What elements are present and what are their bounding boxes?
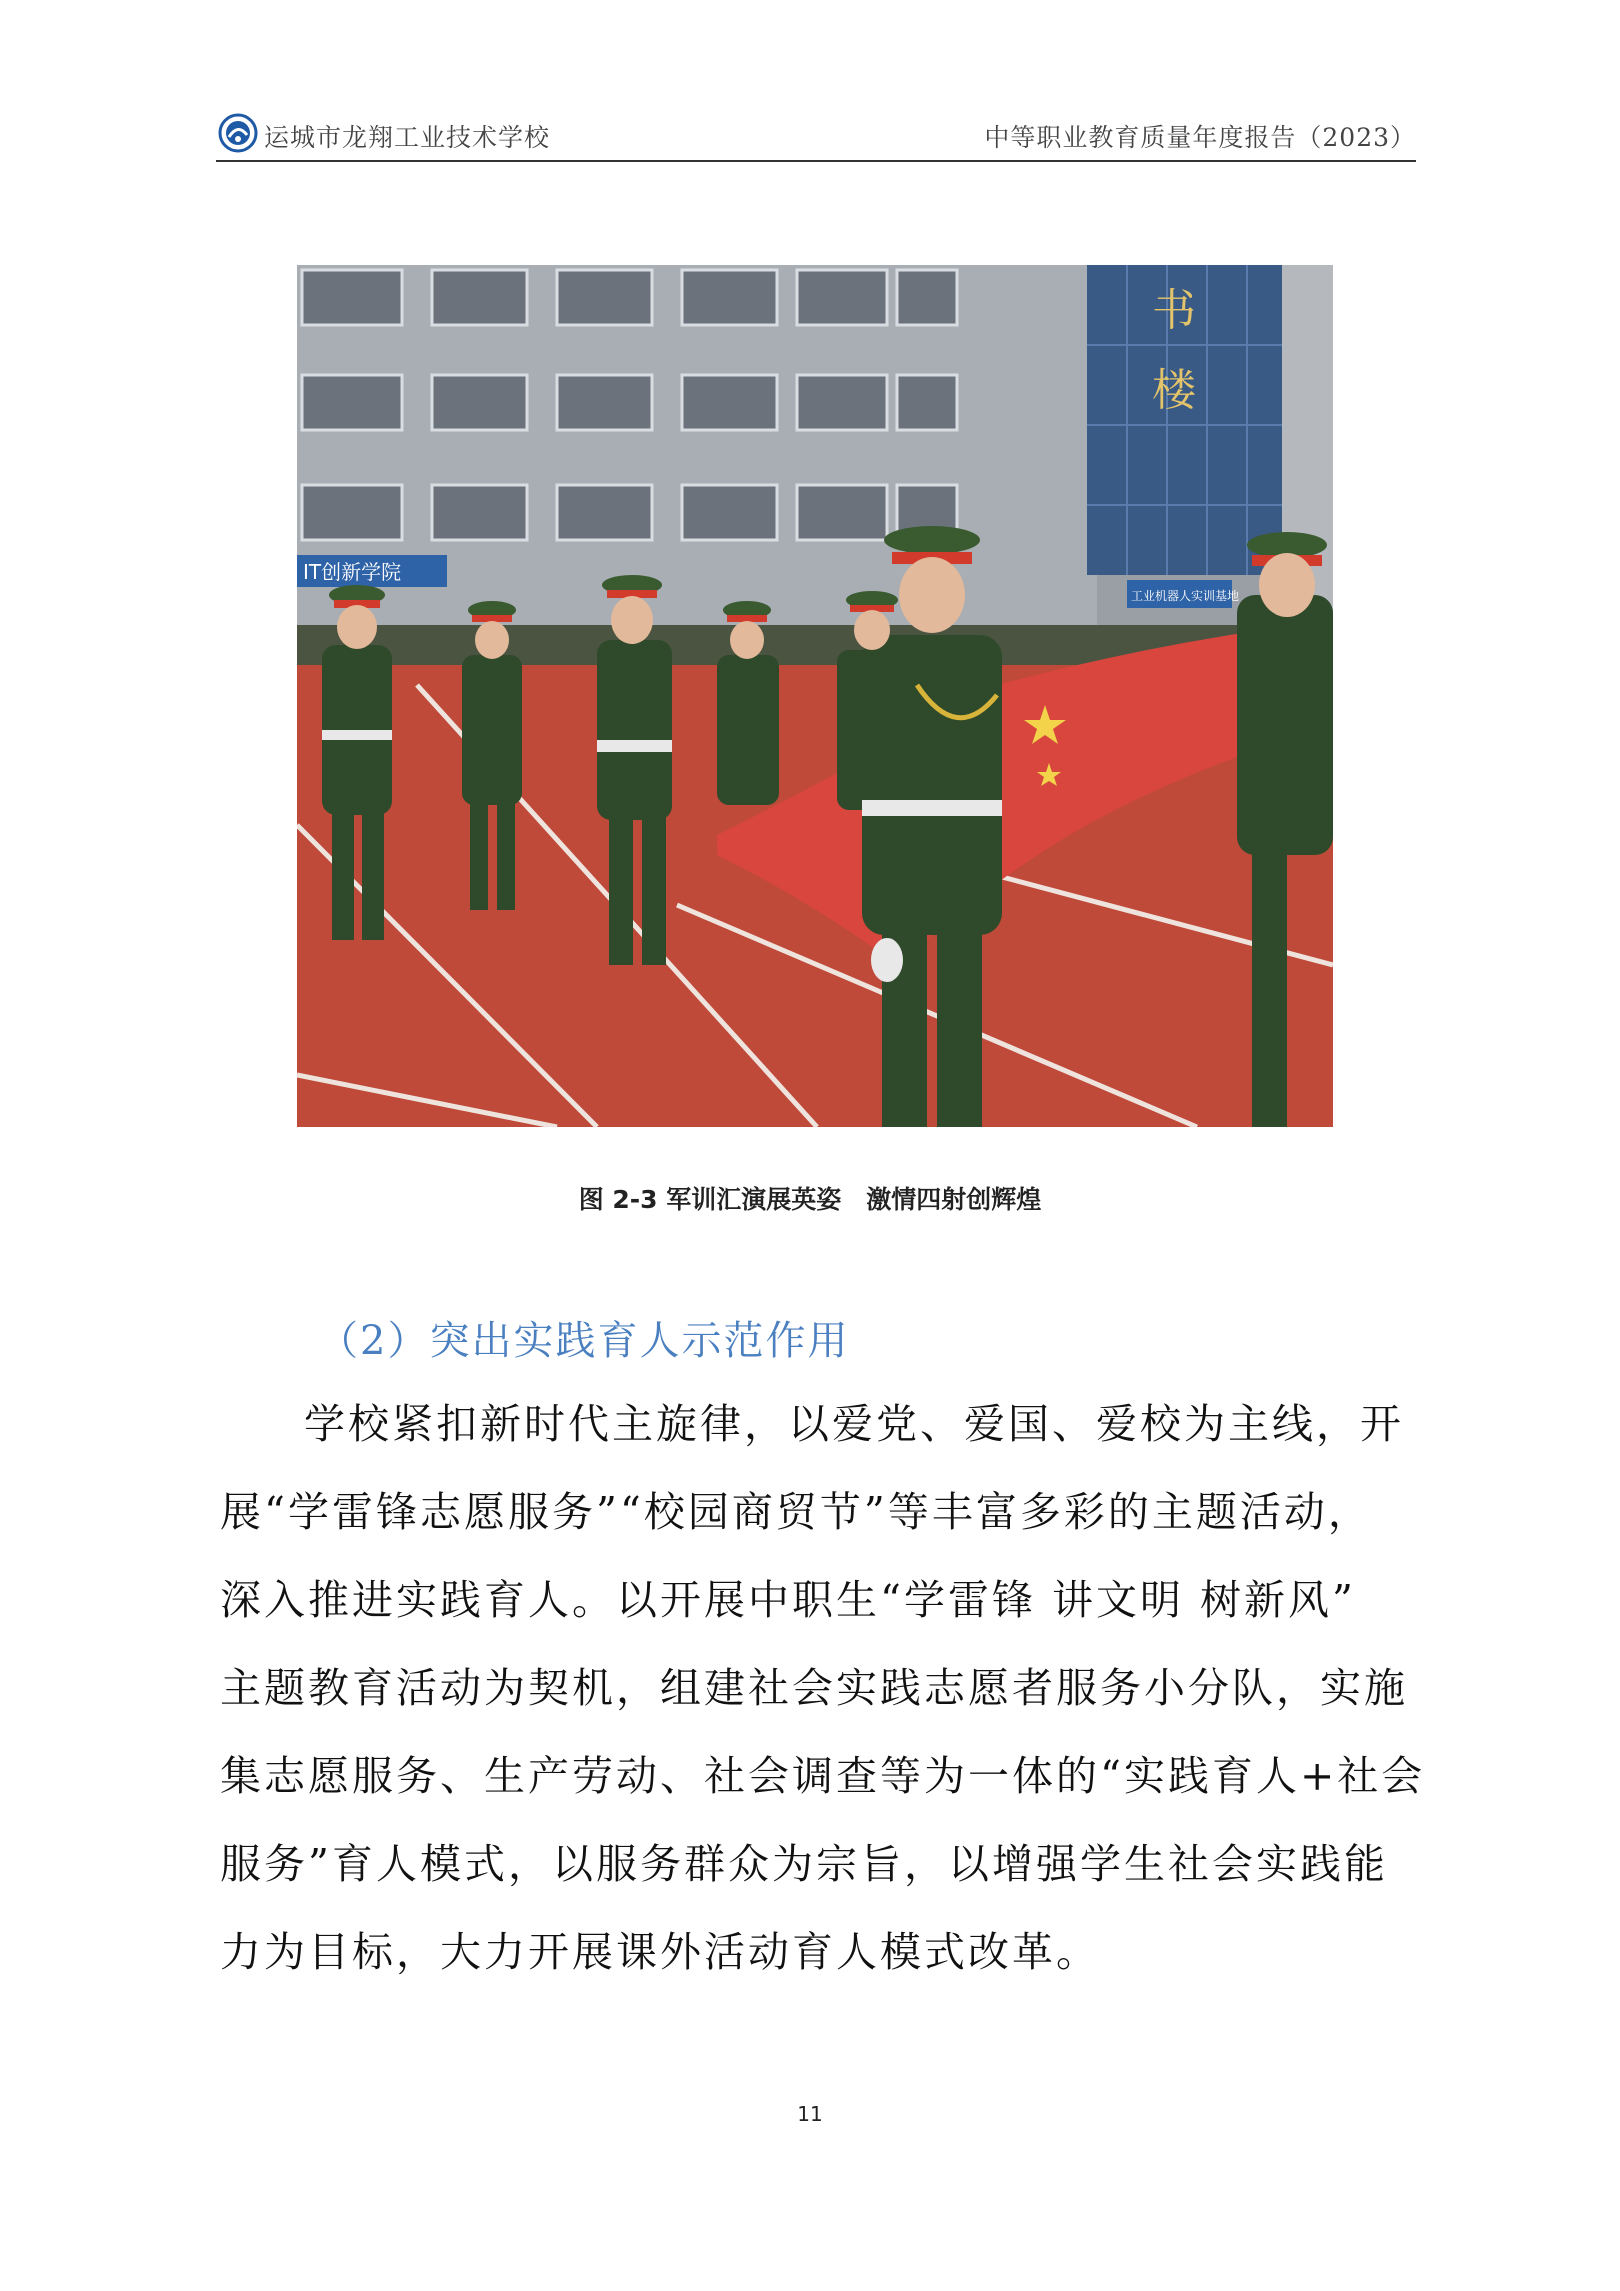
school-name: 运城市龙翔工业技术学校 — [264, 123, 551, 152]
paragraph-line: 集志愿服务、生产劳动、社会调查等为一体的“实践育人+社会 — [220, 1752, 1426, 1800]
building-sign-bottom: 楼 — [1152, 365, 1196, 416]
paragraph-line: 深入推进实践育人。以开展中职生“学雷锋 讲文明 树新风” — [220, 1576, 1356, 1624]
school-logo-icon — [218, 113, 258, 153]
banner-robot-base: 工业机器人实训基地 — [1131, 589, 1240, 603]
paragraph-line: 主题教育活动为契机，组建社会实践志愿者服务小分队，实施 — [220, 1664, 1408, 1712]
page-number: 11 — [797, 2102, 823, 2126]
paragraph-line: 服务”育人模式，以服务群众为宗旨，以增强学生社会实践能 — [220, 1840, 1388, 1888]
building-sign-top: 书 — [1152, 285, 1196, 336]
page-header — [216, 108, 1416, 162]
banner-it-college: IT创新学院 — [303, 560, 402, 584]
paragraph-line: 力为目标，大力开展课外活动育人模式改革。 — [220, 1928, 1100, 1976]
paragraph-line: 展“学雷锋志愿服务”“校园商贸节”等丰富多彩的主题活动， — [220, 1488, 1372, 1536]
military-drill-photo — [297, 265, 1333, 1127]
paragraph-line: 学校紧扣新时代主旋律，以爱党、爱国、爱校为主线，开 — [304, 1400, 1404, 1448]
body-paragraph — [220, 1380, 1426, 1996]
section-heading: （2）突出实践育人示范作用 — [318, 1318, 850, 1364]
figure-caption: 图 2-3 军训汇演展英姿 激情四射创辉煌 — [578, 1185, 1042, 1214]
report-title: 中等职业教育质量年度报告（2023） — [984, 123, 1416, 152]
